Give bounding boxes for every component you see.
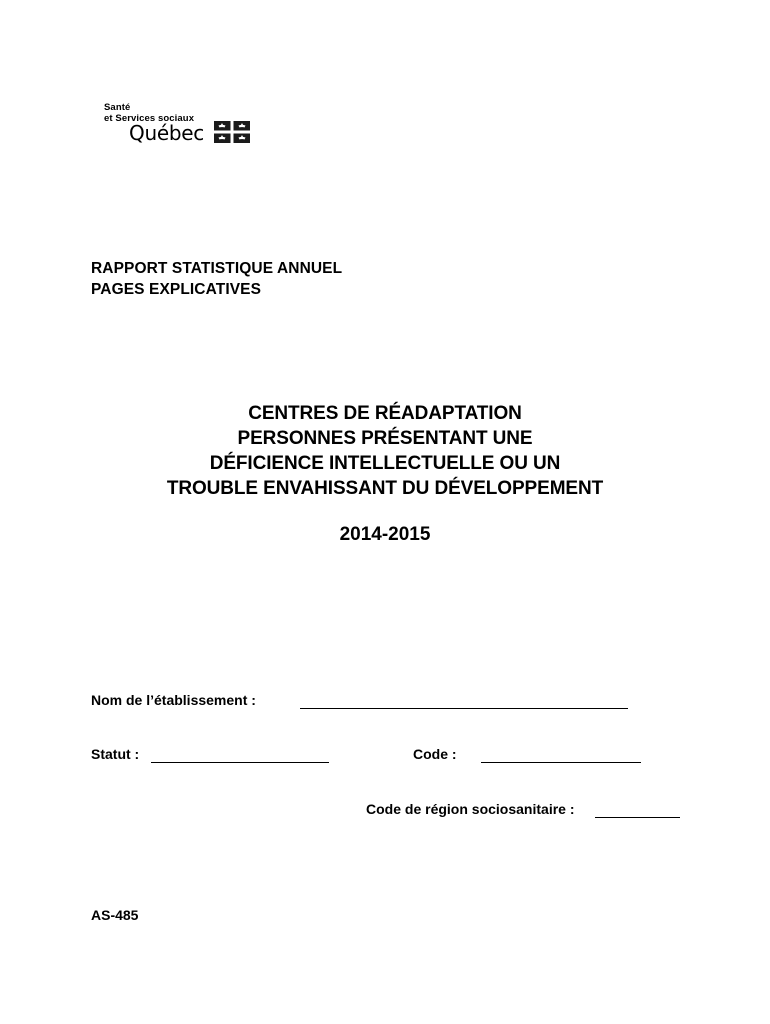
statut-label: Statut : bbox=[91, 746, 140, 762]
statut-field[interactable] bbox=[151, 762, 329, 763]
report-type-line2: PAGES EXPLICATIVES bbox=[91, 281, 262, 298]
form-number: AS-485 bbox=[91, 907, 139, 923]
code-label: Code : bbox=[413, 746, 457, 762]
region-code-field[interactable] bbox=[595, 817, 680, 818]
establishment-field[interactable] bbox=[300, 708, 628, 709]
title-line-1: CENTRES DE RÉADAPTATION bbox=[248, 403, 522, 424]
region-code-label: Code de région sociosanitaire : bbox=[366, 801, 575, 817]
establishment-label: Nom de l’établissement : bbox=[91, 692, 256, 708]
logo-line-services: et Services sociaux bbox=[104, 113, 195, 124]
title-line-3: DÉFICIENCE INTELLECTUELLE OU UN bbox=[209, 453, 561, 474]
title-line-4: TROUBLE ENVAHISSANT DU DÉVELOPPEMENT bbox=[166, 478, 604, 499]
quebec-flag-icon bbox=[214, 121, 250, 143]
logo-quebec-wordmark: Québec bbox=[129, 121, 204, 145]
report-type-line1: RAPPORT STATISTIQUE ANNUEL bbox=[91, 260, 343, 277]
code-field[interactable] bbox=[481, 762, 641, 763]
logo-line-sante: Santé bbox=[104, 102, 131, 113]
title-line-2: PERSONNES PRÉSENTANT UNE bbox=[237, 428, 533, 449]
report-year: 2014-2015 bbox=[339, 524, 431, 545]
